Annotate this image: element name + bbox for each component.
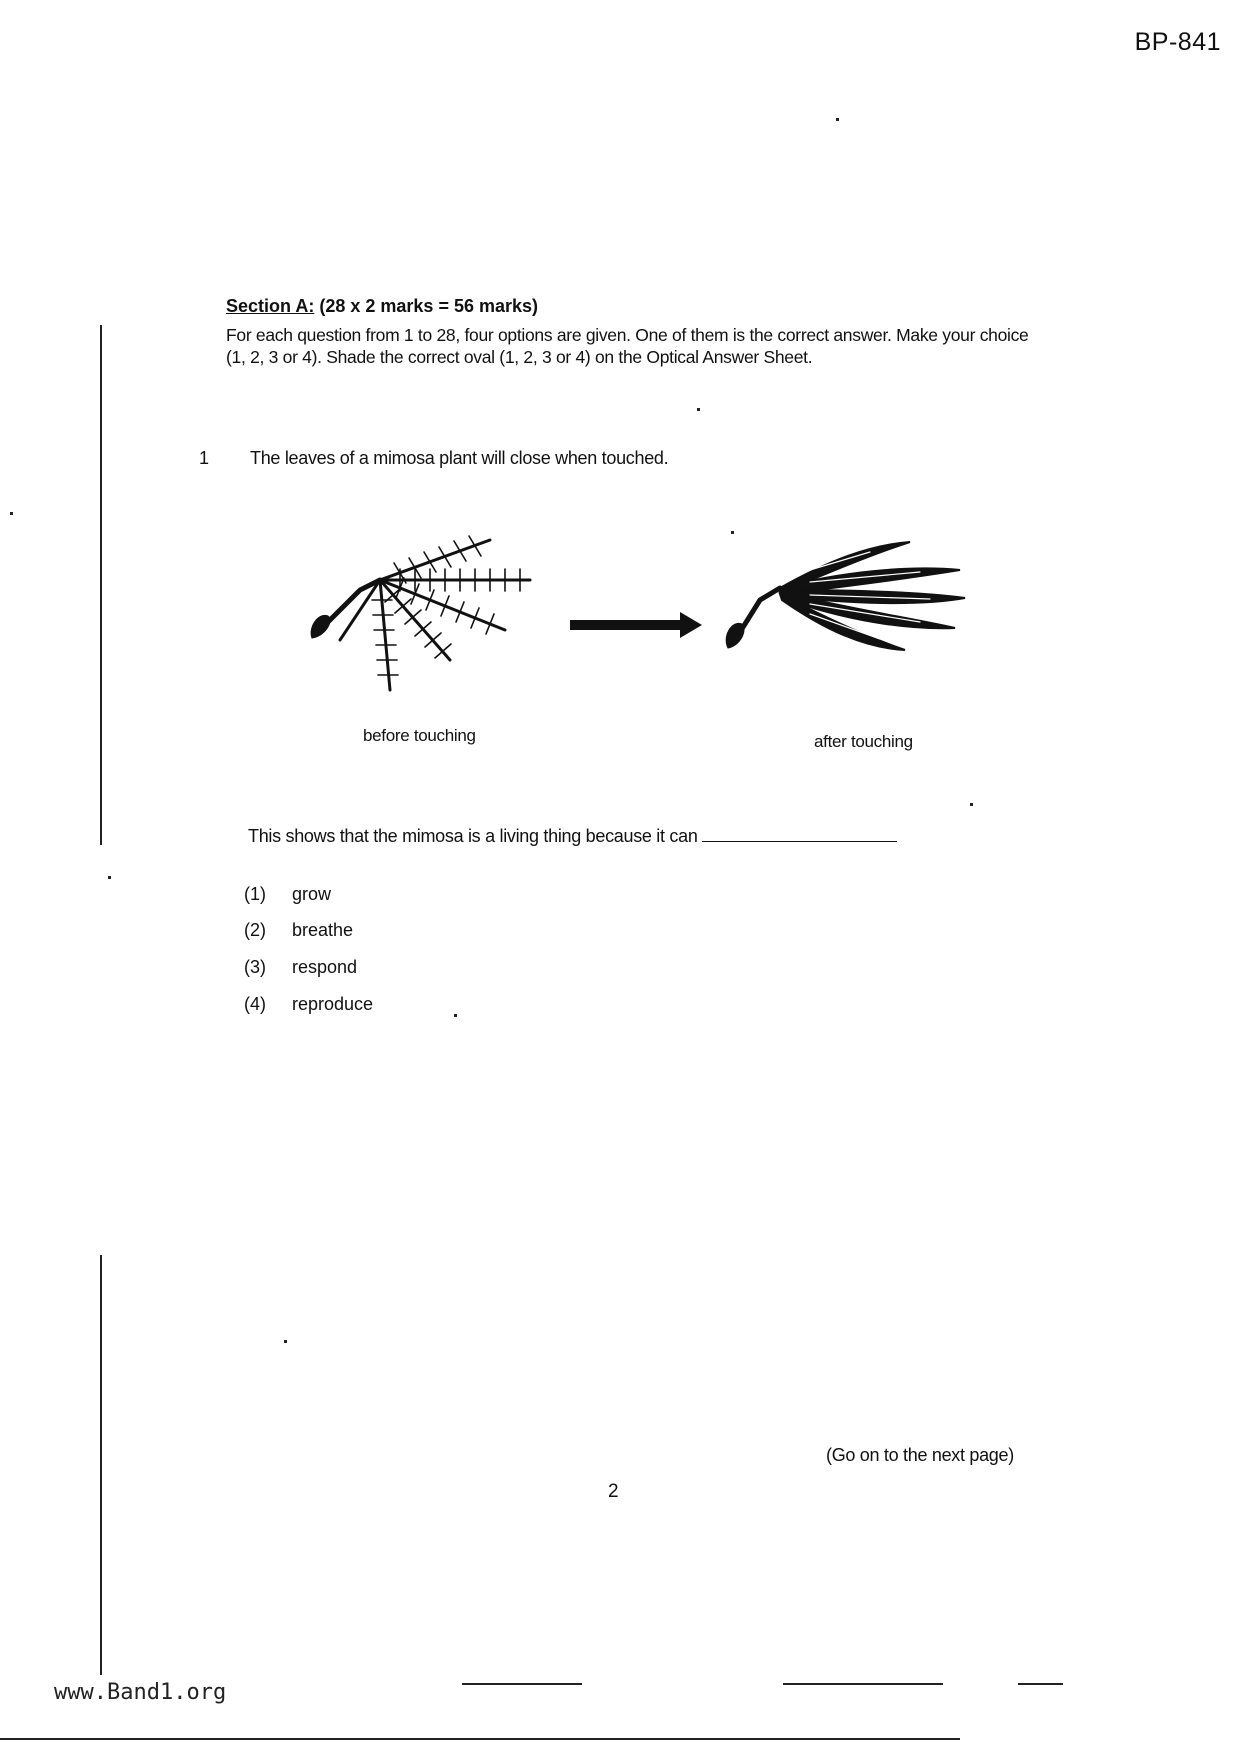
option-text: respond (292, 957, 358, 977)
scan-rule (1018, 1683, 1063, 1685)
option-text: breathe (292, 920, 354, 940)
scan-margin-line (100, 1255, 102, 1675)
option-text: reproduce (292, 994, 374, 1014)
mimosa-open-leaf-icon (311, 536, 530, 690)
option-number: (4) (244, 994, 266, 1014)
question-number: 1 (199, 448, 210, 468)
section-name: Section A: (226, 296, 315, 316)
scan-speck (108, 876, 111, 879)
section-marks: (28 x 2 marks = 56 marks) (319, 296, 539, 316)
mimosa-figure (290, 520, 1010, 760)
option-number: (1) (244, 884, 266, 904)
question-prompt (248, 826, 897, 847)
section-heading (226, 296, 538, 317)
continue-note: (Go on to the next page) (826, 1445, 1014, 1465)
question-stem: The leaves of a mimosa plant will close when touched. (250, 448, 669, 468)
scan-speck (836, 118, 839, 121)
option-text: grow (292, 884, 332, 904)
answer-option-2[interactable] (244, 920, 353, 941)
watermark-url: www.Band1.org (54, 1680, 227, 1705)
figure-label-before: before touching (363, 726, 476, 745)
scan-rule (783, 1683, 943, 1685)
scan-speck (697, 408, 700, 411)
scan-margin-line (100, 325, 102, 845)
answer-blank (702, 840, 897, 842)
right-arrow-icon (570, 612, 702, 638)
scan-speck (454, 1014, 457, 1017)
question-prompt-text: This shows that the mimosa is a living thing because it can (248, 826, 698, 846)
answer-option-4[interactable] (244, 994, 373, 1015)
page-number: 2 (608, 1481, 619, 1502)
paper-code: BP-841 (1134, 28, 1221, 56)
scan-speck (970, 803, 973, 806)
figure-label-after: after touching (814, 732, 913, 751)
section-instructions: For each question from 1 to 28, four options are given. One of them is the correct answer. Make your choice (1, 2, 3 or 4). Shade the correct oval (1, 2, 3 or 4) on the Optical Answer Sheet. (226, 325, 1029, 367)
scan-speck (10, 512, 13, 515)
answer-option-3[interactable] (244, 957, 357, 978)
option-number: (3) (244, 957, 266, 977)
answer-option-1[interactable] (244, 884, 331, 905)
mimosa-closed-leaf-icon (726, 542, 965, 650)
scan-rule (462, 1683, 582, 1685)
scan-rule (0, 1738, 960, 1740)
scan-speck (284, 1340, 287, 1343)
option-number: (2) (244, 920, 266, 940)
